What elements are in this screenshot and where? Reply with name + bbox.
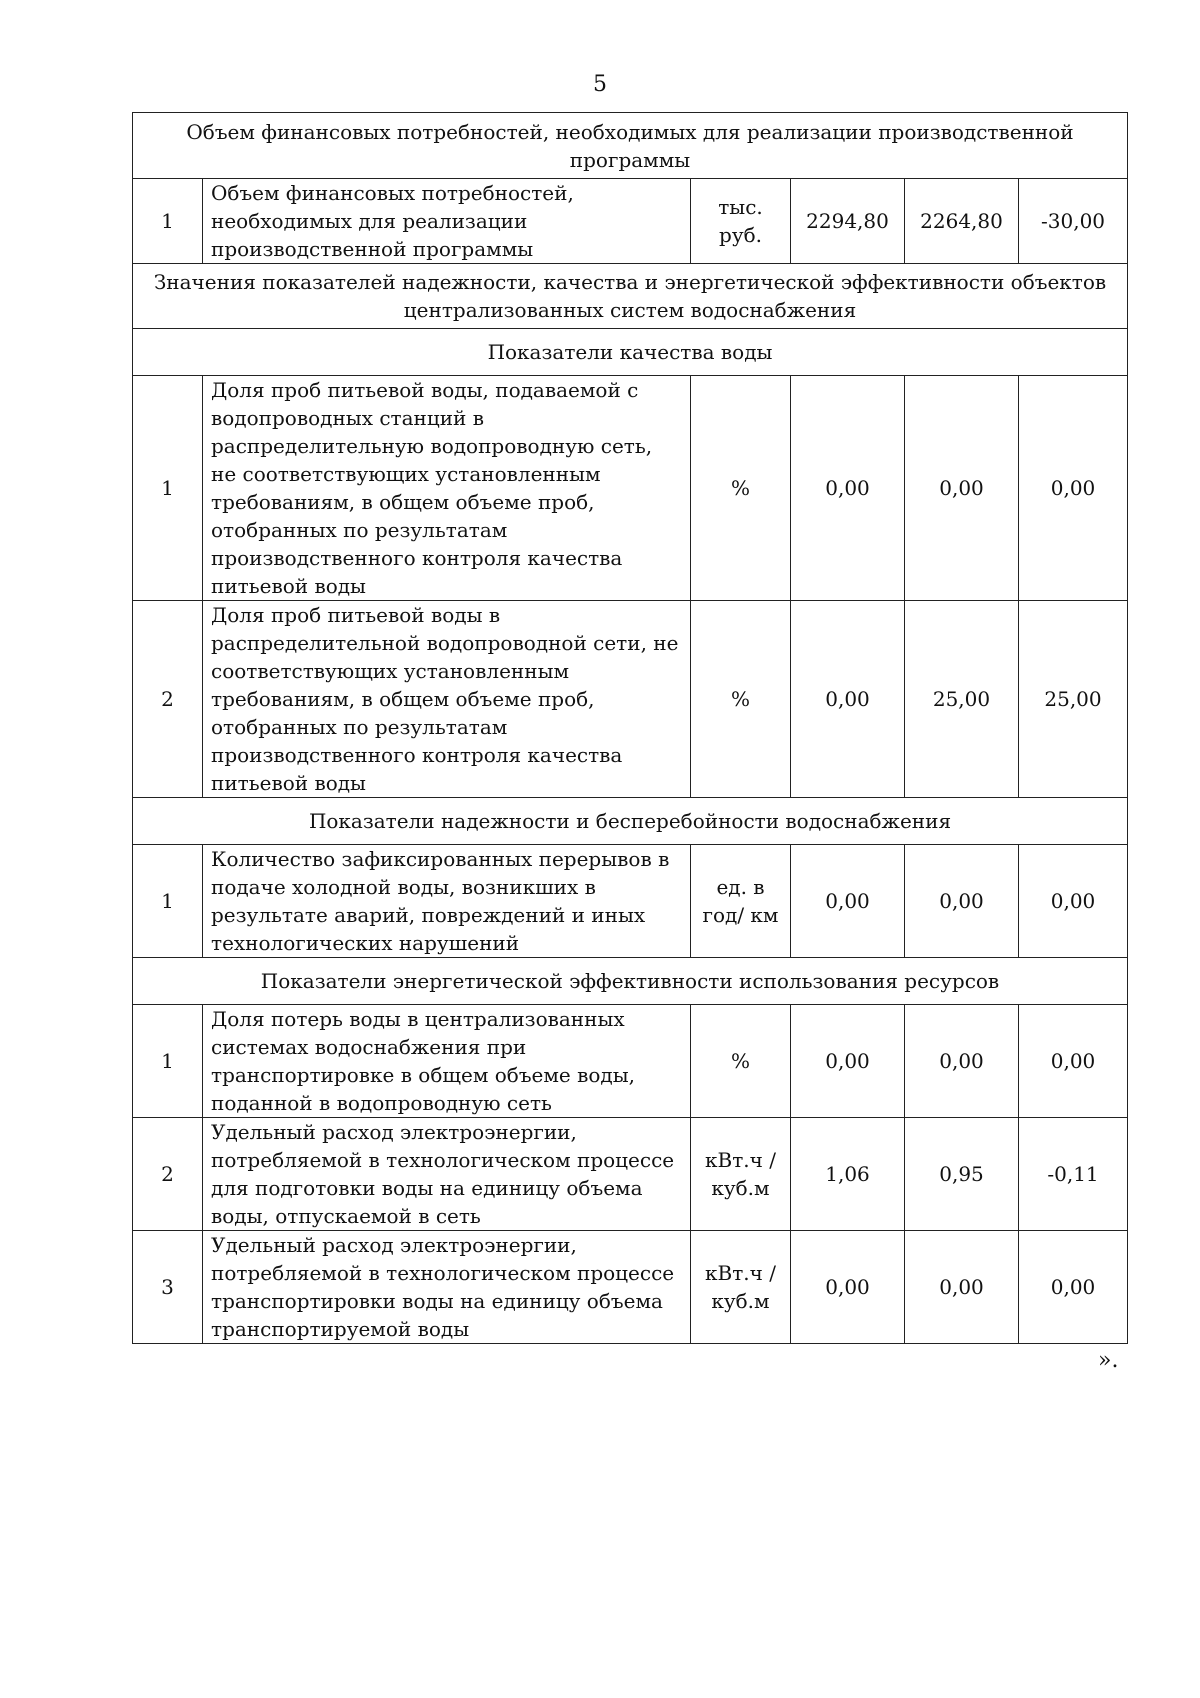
row-description: Доля потерь воды в централизованных системах водоснабжения при транспортировке в общем объеме воды, поданной в водопроводную сеть [203, 1005, 691, 1118]
row-value-3: -0,11 [1019, 1118, 1128, 1231]
section-header-row [133, 798, 1128, 845]
table-row [133, 1118, 1128, 1231]
row-value-1: 0,00 [791, 1005, 905, 1118]
row-value-3: 0,00 [1019, 1231, 1128, 1344]
row-number: 1 [133, 1005, 203, 1118]
row-description: Количество зафиксированных перерывов в подаче холодной воды, возникших в результате аварий, повреждений и иных технологических нарушений [203, 845, 691, 958]
row-value-2: 0,95 [905, 1118, 1019, 1231]
row-description: Доля проб питьевой воды, подаваемой с водопроводных станций в распределительную водопроводную сеть, не соответствующих установленным требованиям, в общем объеме проб, отобранных по результатам производственного контроля качества питьевой воды [203, 376, 691, 601]
row-value-2: 0,00 [905, 1231, 1019, 1344]
section-title: Показатели энергетической эффективности использования ресурсов [133, 958, 1128, 1005]
row-value-2: 25,00 [905, 601, 1019, 798]
row-value-1: 2294,80 [791, 179, 905, 264]
row-value-3: 25,00 [1019, 601, 1128, 798]
row-value-2: 0,00 [905, 1005, 1019, 1118]
row-number: 3 [133, 1231, 203, 1344]
table-row [133, 1231, 1128, 1344]
row-unit: % [691, 601, 791, 798]
row-value-3: 0,00 [1019, 1005, 1128, 1118]
table-row [133, 1005, 1128, 1118]
closing-quote-mark: ». [1098, 1348, 1119, 1373]
row-description: Доля проб питьевой воды в распределительной водопроводной сети, не соответствующих установленным требованиям, в общем объеме проб, отобранных по результатам производственного контроля качества питьевой воды [203, 601, 691, 798]
row-unit: ед. в год/ км [691, 845, 791, 958]
row-value-2: 0,00 [905, 845, 1019, 958]
table-row [133, 845, 1128, 958]
row-value-1: 0,00 [791, 376, 905, 601]
row-value-1: 1,06 [791, 1118, 905, 1231]
row-number: 1 [133, 179, 203, 264]
row-value-2: 0,00 [905, 376, 1019, 601]
row-value-1: 0,00 [791, 845, 905, 958]
row-unit: кВт.ч / куб.м [691, 1231, 791, 1344]
section-header-row [133, 329, 1128, 376]
page-number: 5 [593, 72, 607, 97]
row-value-1: 0,00 [791, 601, 905, 798]
row-value-3: -30,00 [1019, 179, 1128, 264]
row-number: 2 [133, 601, 203, 798]
row-number: 1 [133, 376, 203, 601]
section-header-row [133, 264, 1128, 329]
section-title: Показатели качества воды [133, 329, 1128, 376]
row-description: Удельный расход электроэнергии, потребляемой в технологическом процессе для подготовки воды на единицу объема воды, отпускаемой в сеть [203, 1118, 691, 1231]
row-value-3: 0,00 [1019, 376, 1128, 601]
row-description: Удельный расход электроэнергии, потребляемой в технологическом процессе транспортировки воды на единицу объема транспортируемой воды [203, 1231, 691, 1344]
section-title: Показатели надежности и бесперебойности водоснабжения [133, 798, 1128, 845]
row-number: 2 [133, 1118, 203, 1231]
row-number: 1 [133, 845, 203, 958]
row-value-2: 2264,80 [905, 179, 1019, 264]
row-value-3: 0,00 [1019, 845, 1128, 958]
row-unit: % [691, 1005, 791, 1118]
indicators-table [132, 112, 1128, 1344]
table-row [133, 376, 1128, 601]
section-header-row [133, 958, 1128, 1005]
section-header-row [133, 113, 1128, 179]
table-row [133, 179, 1128, 264]
row-description: Объем финансовых потребностей, необходимых для реализации производственной программы [203, 179, 691, 264]
row-value-1: 0,00 [791, 1231, 905, 1344]
row-unit: кВт.ч / куб.м [691, 1118, 791, 1231]
row-unit: тыс. руб. [691, 179, 791, 264]
section-title: Объем финансовых потребностей, необходимых для реализации производственной программы [133, 113, 1128, 179]
row-unit: % [691, 376, 791, 601]
table-row [133, 601, 1128, 798]
section-title: Значения показателей надежности, качества и энергетической эффективности объектов централизованных систем водоснабжения [133, 264, 1128, 329]
